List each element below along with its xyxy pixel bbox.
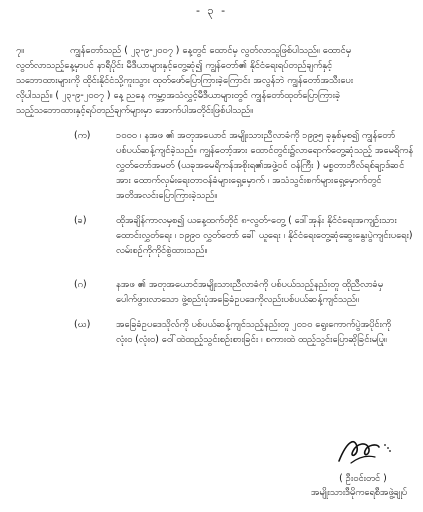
intro-line-4: လိုပါသည်။ ( ၂၃-၉-၂၀၀၇ ) နေ့ ညနေ ကမ္ဘာ့အသံလွှင့်မီဒီယာများတွင် ကျွန်တော်ထုတ်ပြောကြားခဲ့ (16, 90, 341, 101)
item-gha-line-1: အခြေခံဥပဒေသိုလ်ကို ပစ်ပယ်ဆန့်ကျင်သည့်နည်းတူ ၂၀၁၀ ရွေးကောက်ပွဲအပိုင်းကို (116, 319, 392, 330)
paragraph-number-intro: ၇။ (16, 45, 25, 56)
item-ka-line-1: ၁၀၀၀ ၊ နအဖ ၏ အတုအယောင် အမျိုးသားညီလာခံကို ၁၉၉၅ ခုနှစ်မှစ၍ ကျွန်တော် (116, 130, 396, 141)
item-kha-line-3: လမ်းစဉ်ကိုကိုင်စွဲထားသည်။ (116, 245, 208, 256)
item-number-ga: (ဂ) (74, 279, 87, 290)
item-ka-line-3: လွှတ်တော်အမတ် (ယခုအမေရိကန်အစိုးရ၏အဖွဲ့ဝင် ဝန်ကြီး ) မစ္စတာဘီလ်ရစ်ချာ့ဒ်ဆင် (116, 160, 405, 171)
item-ga-line-1: နအဖ ၏ အတုအယောင်အမျိုးသားညီလာခံကို ပစ်ပယ်သည့်နည်းတူ ထိုညီလာခံမှ (116, 279, 384, 290)
item-kha-line-2: ထောင်းလွှတ်ရေး ၊ ၁၉၉၀ လွှတ်တော် ခေါ် ယူရေး ၊ နိုင်ငံရေးတွေ့ဆုံဆွေးနွေးပွဲကျင်းပရေး) (116, 230, 413, 241)
item-number-ka: (က) (74, 130, 91, 141)
item-ka-line-4: အား ထောက်လှမ်းရေးတာဝန်ခံများရှေ့မှောက် ၊ အသံသွင်းစက်များရှေ့မှောက်တွင် (116, 175, 382, 186)
page-number: - ၃ - (195, 4, 228, 17)
intro-line-3: သဘောထားများကို ထိုင်းနိုင်ငံသို့ကူးသွား ထုတ်ဖော်ပြောကြားခဲ့ကြောင်း အလွန်ဘဲ ကျွန်တော်အသီးပေး (16, 75, 354, 86)
intro-line-2: လွတ်လာသည့်နေ့မှာပင် နာရီပိုင်း မီဒီယာများနှင့်တွေ့ဆုံ၍ ကျွန်တော်၏ နိုင်ငံရေးရပ်တည်ချက်နှင့် (16, 60, 333, 71)
item-gha-line-2: လုံး၀ (လုံး၀) ဝေါ်ထဲထည့်သွင်းစဉ်းစားခြင်း ၊ စကားထဲ ထည့်သွင်းပြောဆိုခြင်းမပြု။ (116, 334, 387, 345)
handwritten-signature (333, 433, 395, 469)
item-ka-line-2: ပစ်ပယ်ဆန့်ကျင်ခဲ့သည်။ ကျွန်တော့်အား ထောင်တွင်း၌လာရောက်တွေ့ဆုံသည့် အမေရိကန် (116, 145, 414, 156)
signatory-name: ( ဦးဝင်းတင် ) (339, 473, 387, 484)
item-ga-line-2: ပေါက်ဖွားလာသော ဖွဲ့စည်းပုံအခြေခံဥပဒေကိုလည်းပစ်ပယ်ဆန့်ကျင်သည်။ (116, 294, 359, 305)
item-ka-line-5: အတိအလင်းပြောကြားခဲ့သည်။ (116, 190, 218, 201)
signatory-title: အမျိုးသားဒီမိုကရေစီအဖွဲ့ချုပ် (310, 487, 408, 498)
item-number-gha: (ဃ) (74, 319, 91, 330)
intro-line-5: သည့်သဘောထားနှင့်ရပ်တည်ချက်များမှာ အောက်ပါအတိုင်းဖြစ်ပါသည်။ (16, 105, 254, 116)
item-number-kha: (ခ) (74, 215, 87, 226)
item-kha-line-1: ထိုအချိန်ကာလမှစ၍ ယနေ့ထက်တိုင် ၈-လွတ်-တွေ့ ( ဒေါ်အုန်း နိုင်ငံရေးအကျဉ်းသား (116, 215, 397, 226)
intro-line-1: ကျွန်တော်သည် ( ၂၃-၉-၂၀၀၇ ) နေ့တွင် ထောင်မှ လွတ်လာသူဖြစ်ပါသည်။ ထောင်မှ (70, 45, 352, 56)
